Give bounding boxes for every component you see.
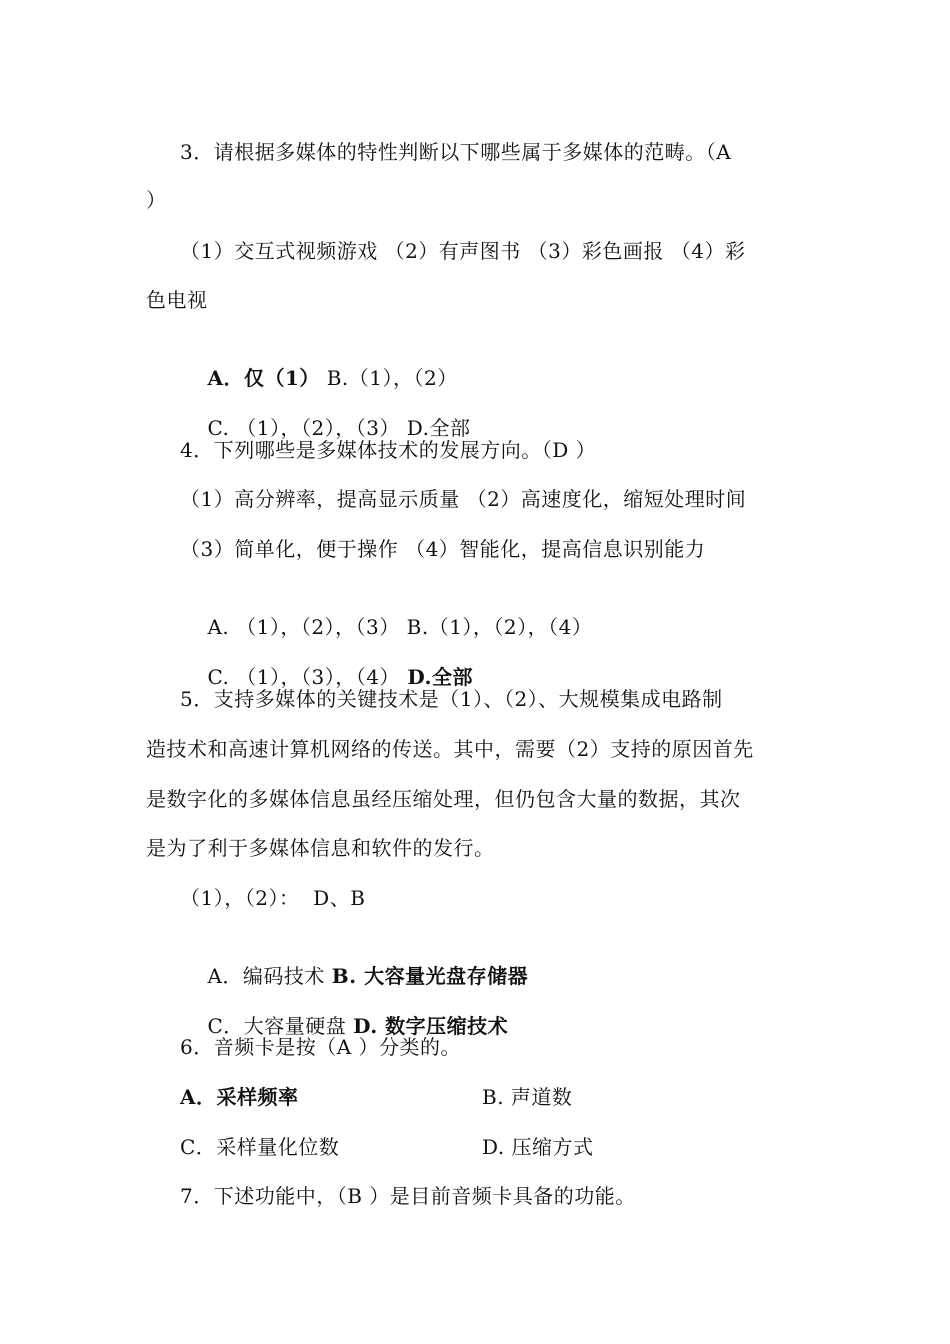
q6-option-d: D. 压缩方式 bbox=[482, 1135, 594, 1159]
q7-stem: 7．下述功能中，（B ）是目前音频卡具备的功能。 bbox=[180, 1184, 636, 1208]
q3-option-a-answer: A．仅（1） bbox=[207, 366, 320, 390]
q6-option-b: B. 声道数 bbox=[482, 1085, 573, 1109]
q4-items-line-1: （1）高分辨率，提高显示质量 （2）高速度化，缩短处理时间 bbox=[180, 487, 747, 511]
q4-stem: 4．下列哪些是多媒体技术的发展方向。（D ） bbox=[180, 438, 597, 462]
q5-option-a: A．编码技术 bbox=[207, 964, 332, 988]
q4-items-line-2: （3）简单化，便于操作 （4）智能化，提高信息识别能力 bbox=[180, 537, 706, 561]
q5-answer: （1），（2）： D、B bbox=[180, 886, 366, 910]
q6-option-c: C．采样量化位数 bbox=[180, 1135, 340, 1159]
q5-option-c: C．大容量硬盘 bbox=[207, 1014, 354, 1038]
q5-option-b-answer: B. 大容量光盘存储器 bbox=[331, 964, 529, 988]
q3-option-d: D.全部 bbox=[399, 416, 471, 440]
q6-option-a-answer: A．采样频率 bbox=[180, 1085, 299, 1109]
q5-stem-line-3: 是数字化的多媒体信息虽经压缩处理，但仍包含大量的数据，其次 bbox=[146, 787, 741, 811]
q5-stem-line-2: 造技术和高速计算机网络的传送。其中，需要（2）支持的原因首先 bbox=[146, 737, 754, 761]
q4-option-d-answer: D.全部 bbox=[399, 665, 473, 689]
q5-option-d-answer: D. 数字压缩技术 bbox=[353, 1014, 509, 1038]
q4-option-a: A. （1），（2），（3） bbox=[207, 615, 400, 639]
q4-option-b: B.（1），（2），（4） bbox=[399, 615, 593, 639]
q3-stem-line-1: 3．请根据多媒体的特性判断以下哪些属于多媒体的范畴。（A bbox=[180, 140, 732, 164]
q4-option-c: C. （1），（3），（4） bbox=[207, 665, 400, 689]
q5-stem-line-4: 是为了利于多媒体信息和软件的发行。 bbox=[146, 836, 495, 860]
q5-stem-line-1: 5．支持多媒体的关键技术是（1）、（2）、大规模集成电路制 bbox=[180, 687, 723, 711]
q3-option-c: C. （1），（2），（3） bbox=[207, 416, 400, 440]
q6-stem: 6．音频卡是按（A ）分类的。 bbox=[180, 1035, 462, 1059]
q3-stem-line-2: ） bbox=[146, 188, 167, 212]
q3-option-b: B.（1），（2） bbox=[319, 366, 458, 390]
q3-items-line-2: 色电视 bbox=[146, 288, 208, 312]
q3-items-line-1: （1）交互式视频游戏 （2）有声图书 （3）彩色画报 （4）彩 bbox=[180, 239, 746, 263]
